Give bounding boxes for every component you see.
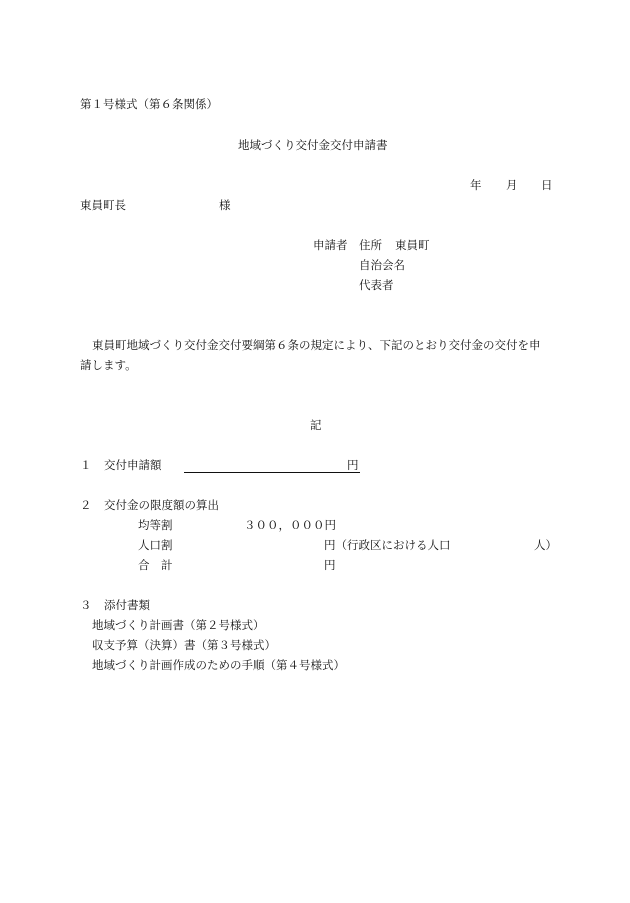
- form-number: 第１号様式（第６条関係）: [80, 97, 218, 111]
- representative-label: 代表者: [359, 278, 394, 292]
- row-value-population: 円（行政区における人口: [324, 538, 451, 552]
- item-1-label: 交付申請額: [104, 458, 162, 472]
- item-1-number: １: [80, 458, 92, 472]
- row-label-total: 合 計: [138, 558, 173, 572]
- address-label: 住所: [359, 238, 382, 252]
- body-line-1: 東員町地域づくり交付金交付要綱第６条の規定により、下記のとおり交付金の交付を申: [92, 338, 541, 352]
- document-item: 地域づくり計画書（第２号様式）: [92, 618, 265, 632]
- item-2-number: ２: [80, 498, 92, 512]
- row-label-equal: 均等割: [138, 518, 173, 532]
- amount-underline: [184, 458, 360, 473]
- document-item: 地域づくり計画作成のための手順（第４号様式）: [92, 658, 345, 672]
- row-value-total: 円: [324, 558, 336, 572]
- item-3-number: ３: [80, 598, 92, 612]
- date-day: 日: [541, 178, 553, 192]
- date-year: 年: [470, 178, 482, 192]
- document-title: 地域づくり交付金交付申請書: [238, 138, 388, 152]
- association-label: 自治会名: [359, 258, 405, 272]
- body-line-2: 請します。: [80, 358, 137, 372]
- ki-heading: 記: [310, 418, 322, 432]
- applicant-label: 申請者: [313, 238, 348, 252]
- row-value-equal: ３００，０００円: [244, 518, 336, 532]
- row-suffix-population: 人）: [534, 538, 557, 552]
- item-1-unit: 円: [347, 458, 359, 472]
- date-month: 月: [506, 178, 518, 192]
- address-value: 東員町: [395, 238, 430, 252]
- addressee-name: 東員町長: [80, 198, 126, 212]
- document-item: 収支予算（決算）書（第３号様式）: [92, 638, 276, 652]
- addressee-honorific: 様: [219, 198, 231, 212]
- item-2-label: 交付金の限度額の算出: [104, 498, 219, 512]
- row-label-population: 人口割: [138, 538, 173, 552]
- item-3-label: 添付書類: [104, 598, 150, 612]
